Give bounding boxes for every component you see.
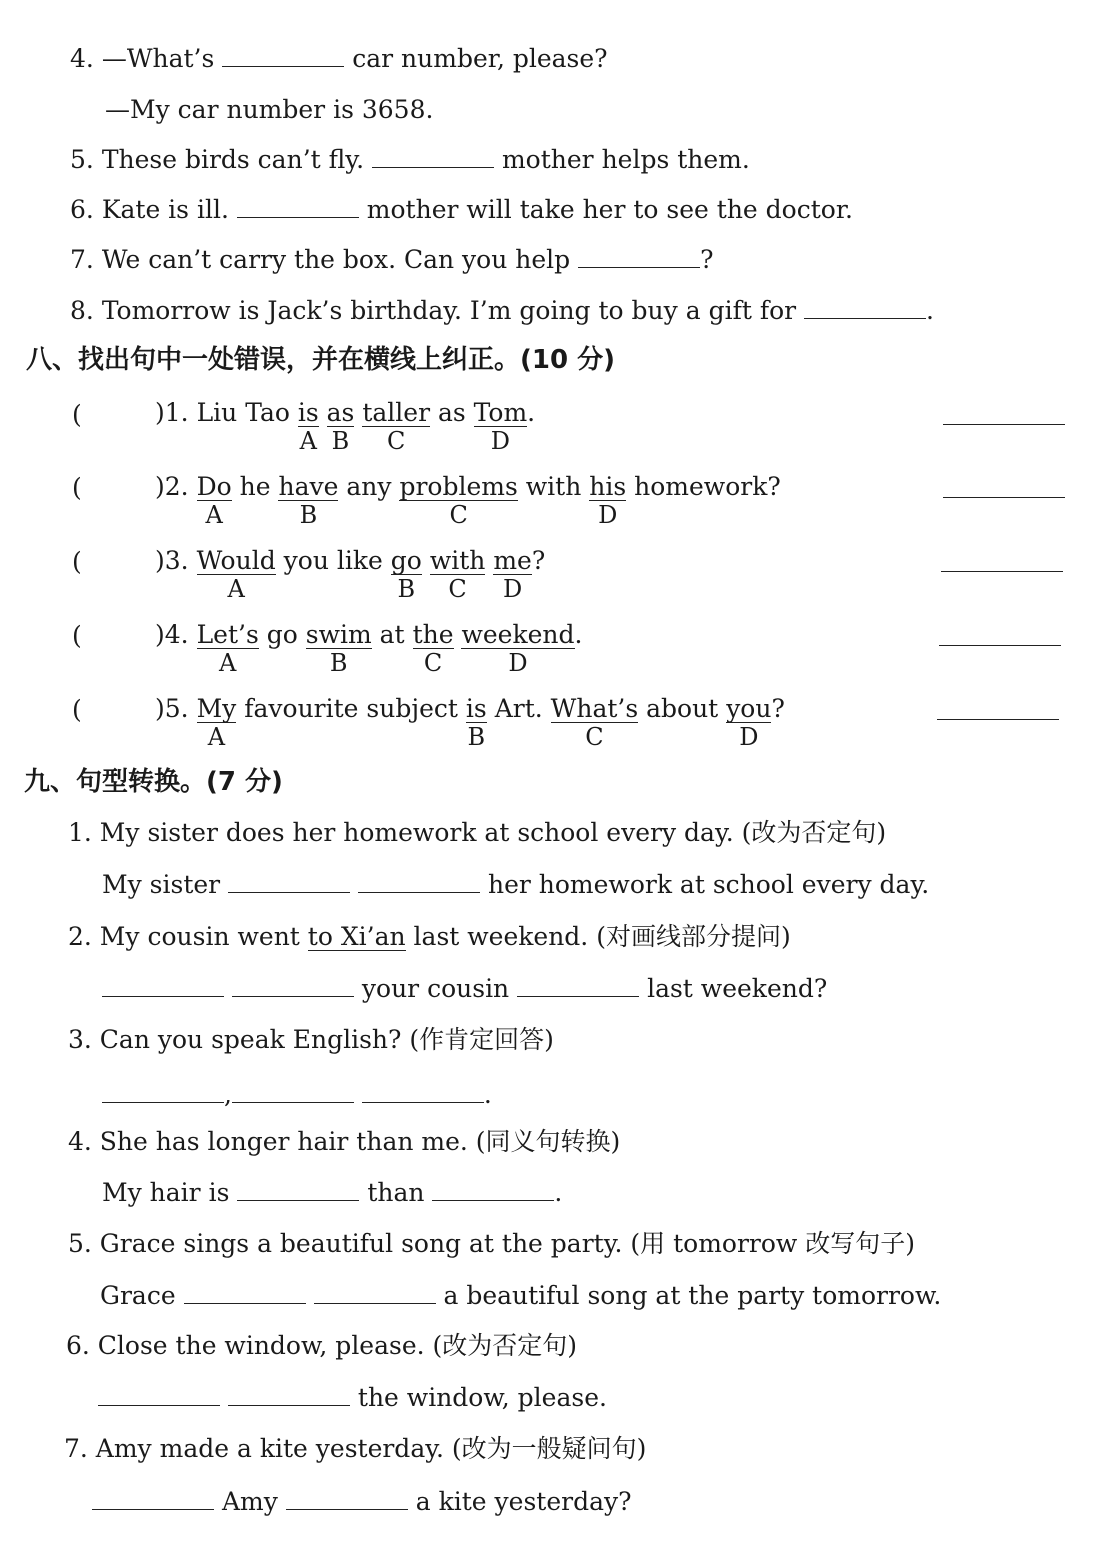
- q-number: )1.: [155, 398, 189, 427]
- q7-7-line: [70, 245, 714, 275]
- correction-line[interactable]: [939, 645, 1061, 646]
- q-text: at: [379, 620, 405, 649]
- q-text: last weekend?: [647, 974, 828, 1003]
- q-number: )5.: [155, 694, 189, 723]
- option-d: weekend D: [461, 620, 575, 677]
- q-text: ,: [224, 1080, 232, 1109]
- q9-4-prompt: 4. She has longer hair than me. (同义句转换): [68, 1127, 621, 1156]
- section-8-title: 八、找出句中一处错误，并在横线上纠正。(10 分): [26, 345, 615, 375]
- answer-blank[interactable]: [228, 1383, 350, 1406]
- q-text: your cousin: [361, 974, 510, 1003]
- answer-blank[interactable]: [232, 974, 354, 997]
- option-c: What’s C: [550, 694, 639, 751]
- q-number: )3.: [155, 546, 189, 575]
- answer-blank[interactable]: [102, 974, 224, 997]
- q-number: 7.: [70, 245, 94, 274]
- correction-line[interactable]: [943, 424, 1065, 425]
- error-item-4: [155, 620, 583, 677]
- q-text: a kite yesterday?: [415, 1487, 632, 1516]
- error-item-2: [155, 472, 781, 529]
- q9-1-answer: [102, 870, 929, 900]
- correction-line[interactable]: [941, 571, 1063, 572]
- q-text: homework?: [634, 472, 781, 501]
- answer-paren[interactable]: (: [72, 473, 82, 502]
- q7-5-line: [70, 145, 750, 175]
- q-text: Grace: [100, 1281, 176, 1310]
- option-c: with C: [429, 546, 486, 603]
- answer-blank[interactable]: [362, 1080, 484, 1103]
- q-text: car number, please?: [352, 44, 608, 73]
- error-item-5: [155, 694, 785, 751]
- q-text: he: [239, 472, 271, 501]
- answer-blank[interactable]: [222, 44, 344, 67]
- answer-blank[interactable]: [432, 1178, 554, 1201]
- answer-paren[interactable]: (: [72, 400, 82, 429]
- answer-blank[interactable]: [102, 1080, 224, 1103]
- answer-paren[interactable]: (: [72, 621, 82, 650]
- q-text: Tomorrow is Jack’s birthday. I’m going to buy a gift for: [101, 296, 797, 325]
- q9-2-prompt: [68, 922, 791, 952]
- answer-blank[interactable]: [578, 245, 700, 268]
- option-b: have B: [278, 472, 339, 529]
- answer-blank[interactable]: [372, 145, 494, 168]
- q-number: 5.: [70, 145, 94, 174]
- q9-5-prompt: 5. Grace sings a beautiful song at the party. (用 tomorrow 改写句子): [68, 1229, 915, 1258]
- q9-4-answer: [102, 1178, 562, 1208]
- option-d: you D: [726, 694, 772, 751]
- q-text: go: [266, 620, 298, 649]
- answer-blank[interactable]: [232, 1080, 354, 1103]
- option-c: problems C: [399, 472, 518, 529]
- option-d: his D: [589, 472, 627, 529]
- option-c: taller C: [362, 398, 431, 455]
- underlined-part: to Xi’an: [307, 922, 406, 951]
- q-text: Kate is ill.: [101, 195, 229, 224]
- correction-line[interactable]: [943, 497, 1065, 498]
- answer-blank[interactable]: [98, 1383, 220, 1406]
- q-text: 2. My cousin went: [68, 922, 300, 951]
- q-text: mother will take her to see the doctor.: [366, 195, 853, 224]
- q-text: ?: [700, 245, 714, 274]
- q-text: My hair is: [102, 1178, 230, 1207]
- answer-blank[interactable]: [237, 195, 359, 218]
- option-a: My A: [196, 694, 237, 751]
- q9-6-prompt: 6. Close the window, please. (改为否定句): [66, 1331, 578, 1360]
- q-text: These birds can’t fly.: [101, 145, 365, 174]
- option-d: Tom D: [473, 398, 528, 455]
- answer-blank[interactable]: [517, 974, 639, 997]
- option-b: is B: [465, 694, 487, 751]
- q9-7-prompt: 7. Amy made a kite yesterday. (改为一般疑问句): [64, 1434, 647, 1463]
- q-text: last weekend. (对画线部分提问): [413, 922, 791, 951]
- answer-blank[interactable]: [184, 1281, 306, 1304]
- option-a: Would A: [196, 546, 276, 603]
- option-a: Do A: [196, 472, 232, 529]
- q-text: .: [527, 398, 536, 427]
- answer-blank[interactable]: [358, 870, 480, 893]
- q-text: any: [346, 472, 392, 501]
- error-item-3: [155, 546, 546, 603]
- q9-6-answer: [98, 1383, 607, 1413]
- section-9-title: 九、句型转换。(7 分): [24, 767, 283, 797]
- option-d: me D: [493, 546, 532, 603]
- answer-blank[interactable]: [228, 870, 350, 893]
- q-text: —What’s: [101, 44, 215, 73]
- answer-blank[interactable]: [804, 296, 926, 319]
- option-b: as B: [326, 398, 355, 455]
- q9-3-prompt: 3. Can you speak English? (作肯定回答): [68, 1025, 554, 1054]
- option-a: is A: [297, 398, 319, 455]
- q9-5-answer: [100, 1281, 941, 1311]
- option-b: swim B: [305, 620, 372, 677]
- option-c: the C: [412, 620, 454, 677]
- q9-2-answer: [102, 974, 827, 1004]
- q-text: the window, please.: [357, 1383, 607, 1412]
- q-text: a beautiful song at the party tomorrow.: [443, 1281, 942, 1310]
- answer-blank[interactable]: [92, 1487, 214, 1510]
- q-text: as: [437, 398, 466, 427]
- q9-3-answer: [102, 1080, 492, 1110]
- q-text: with: [525, 472, 582, 501]
- q-text: ?: [771, 694, 785, 723]
- q-number: 4.: [70, 44, 94, 73]
- answer-blank[interactable]: [237, 1178, 359, 1201]
- q9-7-answer: [92, 1487, 632, 1517]
- q-text: you like: [283, 546, 383, 575]
- q7-6-line: [70, 195, 853, 225]
- answer-paren[interactable]: (: [72, 695, 82, 724]
- option-b: go B: [390, 546, 422, 603]
- error-item-1: [155, 398, 536, 455]
- q-text: Liu Tao: [196, 398, 290, 427]
- q-number: )2.: [155, 472, 189, 501]
- q-text: .: [926, 296, 934, 325]
- q-text: than: [367, 1178, 425, 1207]
- q-text: her homework at school every day.: [487, 870, 930, 899]
- correction-line[interactable]: [937, 719, 1059, 720]
- q-text: favourite subject: [244, 694, 458, 723]
- q-text: Amy: [221, 1487, 278, 1516]
- q-text: .: [554, 1178, 563, 1207]
- q-text: We can’t carry the box. Can you help: [101, 245, 571, 274]
- q-text: Art.: [494, 694, 543, 723]
- q-text: about: [646, 694, 719, 723]
- answer-paren[interactable]: (: [72, 547, 82, 576]
- q-text: .: [483, 1080, 492, 1109]
- q7-4-line: [70, 44, 608, 74]
- q-text: mother helps them.: [501, 145, 750, 174]
- q-text: My sister: [102, 870, 221, 899]
- q-number: 8.: [70, 296, 94, 325]
- q7-4-reply: —My car number is 3658.: [105, 95, 434, 124]
- q-number: 6.: [70, 195, 94, 224]
- q-number: )4.: [155, 620, 189, 649]
- answer-blank[interactable]: [286, 1487, 408, 1510]
- q9-1-prompt: 1. My sister does her homework at school every day. (改为否定句): [68, 818, 887, 847]
- q7-8-line: [70, 296, 934, 326]
- q-text: ?: [531, 546, 546, 575]
- option-a: Let’s A: [196, 620, 259, 677]
- answer-blank[interactable]: [314, 1281, 436, 1304]
- q-text: .: [574, 620, 583, 649]
